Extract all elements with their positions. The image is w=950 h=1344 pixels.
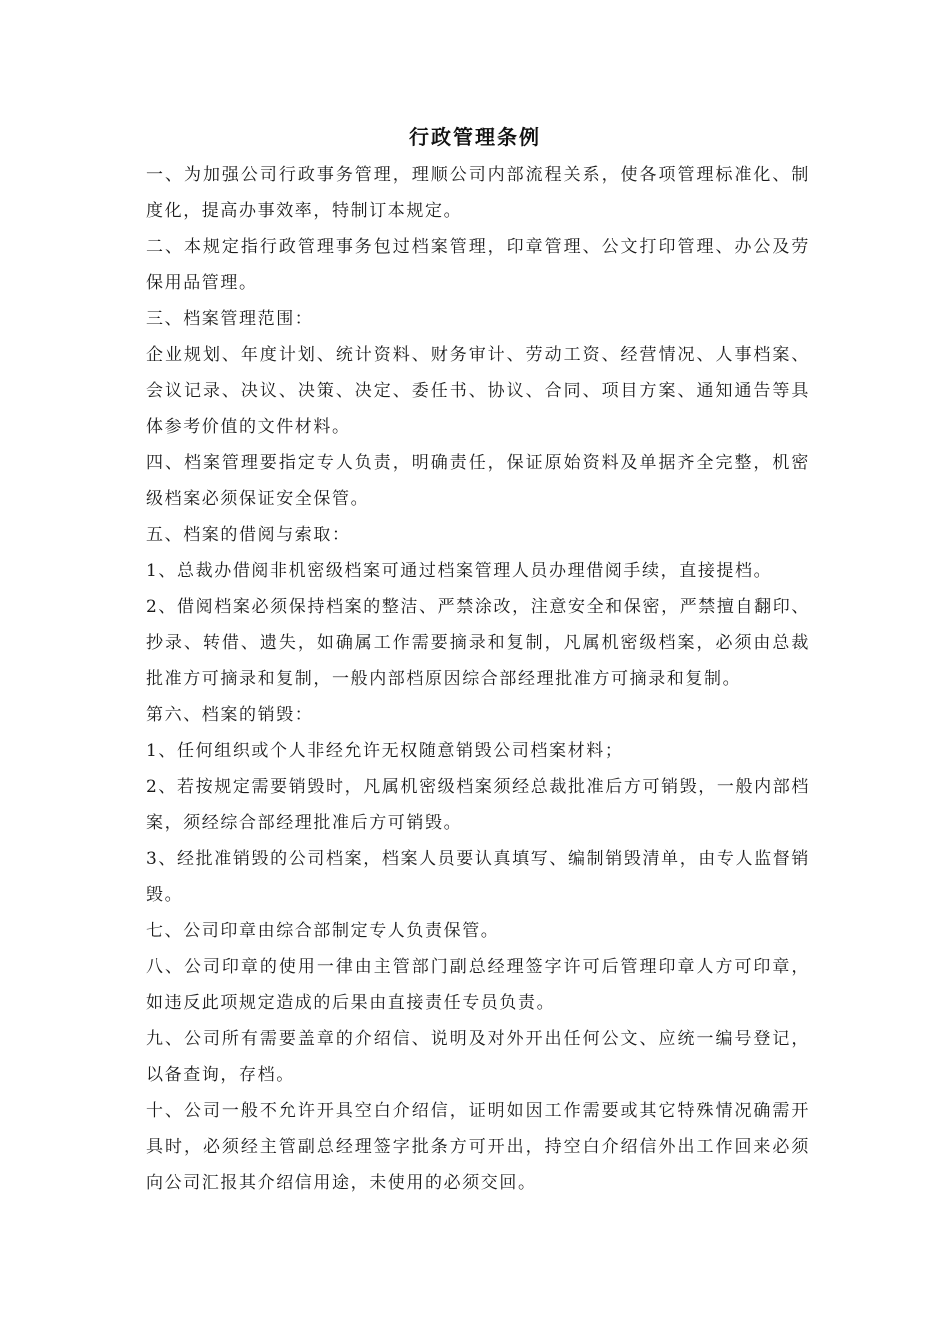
paragraph-2: 二、本规定指行政管理事务包过档案管理，印章管理、公文打印管理、办公及劳保用品管理。	[146, 237, 810, 293]
paragraph-7: 1、总裁办借阅非机密级档案可通过档案管理人员办理借阅手续，直接提档。	[146, 561, 773, 581]
paragraph-5: 四、档案管理要指定专人负责，明确责任，保证原始资料及单据齐全完整，机密级档案必须保证安全保管。	[146, 453, 810, 509]
paragraph-3: 三、档案管理范围：	[146, 309, 314, 329]
paragraph-9: 第六、档案的销毁：	[146, 705, 314, 725]
paragraph-11: 2、若按规定需要销毁时，凡属机密级档案须经总裁批准后方可销毁，一般内部档案，须经综合部经理批准后方可销毁。	[146, 777, 810, 833]
document-title: 行政管理条例	[409, 125, 541, 149]
paragraph-6: 五、档案的借阅与索取：	[146, 525, 351, 545]
paragraph-13: 七、公司印章由综合部制定专人负责保管。	[146, 921, 500, 941]
paragraph-4: 企业规划、年度计划、统计资料、财务审计、劳动工资、经营情况、人事档案、会议记录、决议、决策、决定、委任书、协议、合同、项目方案、通知通告等具体参考价值的文件材料。	[146, 345, 810, 437]
document-body	[146, 157, 810, 1201]
paragraph-8: 2、借阅档案必须保持档案的整洁、严禁涂改，注意安全和保密，严禁擅自翻印、抄录、转借、遗失，如确属工作需要摘录和复制，凡属机密级档案，必须由总裁批准方可摘录和复制，一般内部档原因综合部经理批准方可摘录和复制。	[146, 597, 810, 689]
paragraph-10: 1、任何组织或个人非经允许无权随意销毁公司档案材料；	[146, 741, 624, 761]
paragraph-12: 3、经批准销毁的公司档案，档案人员要认真填写、编制销毁清单，由专人监督销毁。	[146, 849, 810, 905]
paragraph-14: 八、公司印章的使用一律由主管部门副总经理签字许可后管理印章人方可印章，如违反此项规定造成的后果由直接责任专员负责。	[146, 957, 810, 1013]
paragraph-1: 一、为加强公司行政事务管理，理顺公司内部流程关系，使各项管理标准化、制度化，提高办事效率，特制订本规定。	[146, 165, 810, 221]
paragraph-15: 九、公司所有需要盖章的介绍信、说明及对外开出任何公文、应统一编号登记，以备查询，存档。	[146, 1029, 810, 1085]
paragraph-16: 十、公司一般不允许开具空白介绍信，证明如因工作需要或其它特殊情况确需开具时，必须经主管副总经理签字批条方可开出，持空白介绍信外出工作回来必须向公司汇报其介绍信用途，未使用的必须交回。	[146, 1101, 810, 1193]
